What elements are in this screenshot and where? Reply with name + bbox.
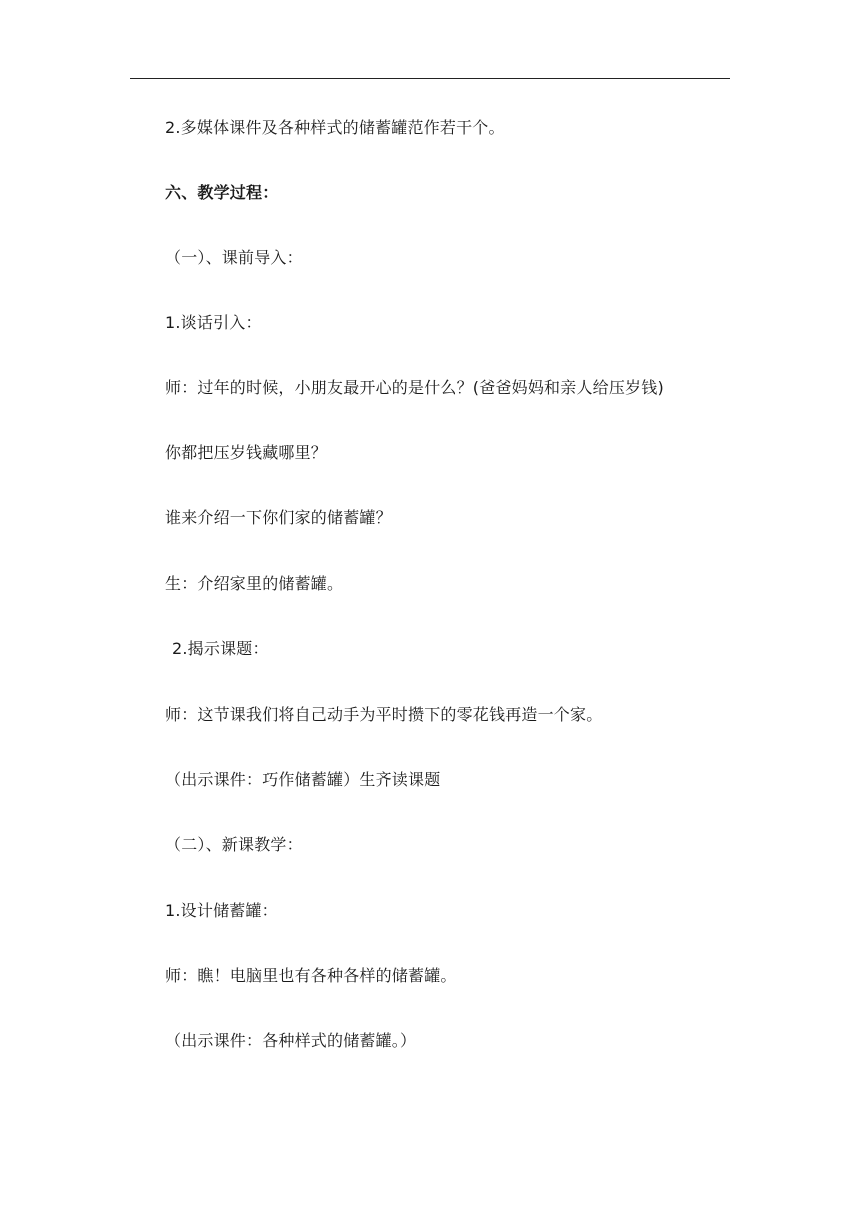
section-heading-teaching-process: 六、教学过程： [165, 183, 279, 202]
teacher-line-question: 师：过年的时候，小朋友最开心的是什么？(爸爸妈妈和亲人给压岁钱) [165, 378, 664, 397]
teacher-line-where: 你都把压岁钱藏哪里？ [165, 443, 328, 462]
courseware-note-title: （出示课件：巧作储蓄罐）生齐读课题 [165, 770, 441, 789]
subsection-heading-new-lesson: （二）、新课教学： [165, 835, 303, 854]
step-heading-design: 1.设计储蓄罐： [165, 901, 278, 920]
teacher-line-look: 师：瞧！电脑里也有各种各样的储蓄罐。 [165, 966, 457, 985]
header-rule [130, 78, 730, 79]
student-line-introduce: 生：介绍家里的储蓄罐。 [165, 574, 344, 593]
teacher-line-lesson: 师：这节课我们将自己动手为平时攒下的零花钱再造一个家。 [165, 705, 603, 724]
subsection-heading-intro: （一）、课前导入： [165, 248, 303, 267]
materials-item-2: 2.多媒体课件及各种样式的储蓄罐范作若干个。 [165, 118, 505, 137]
courseware-note-styles: （出示课件：各种样式的储蓄罐。） [165, 1031, 417, 1050]
teacher-line-introduce: 谁来介绍一下你们家的储蓄罐？ [165, 508, 392, 527]
step-heading-topic: 2.揭示课题： [172, 639, 269, 658]
step-heading-conversation: 1.谈话引入： [165, 313, 262, 332]
